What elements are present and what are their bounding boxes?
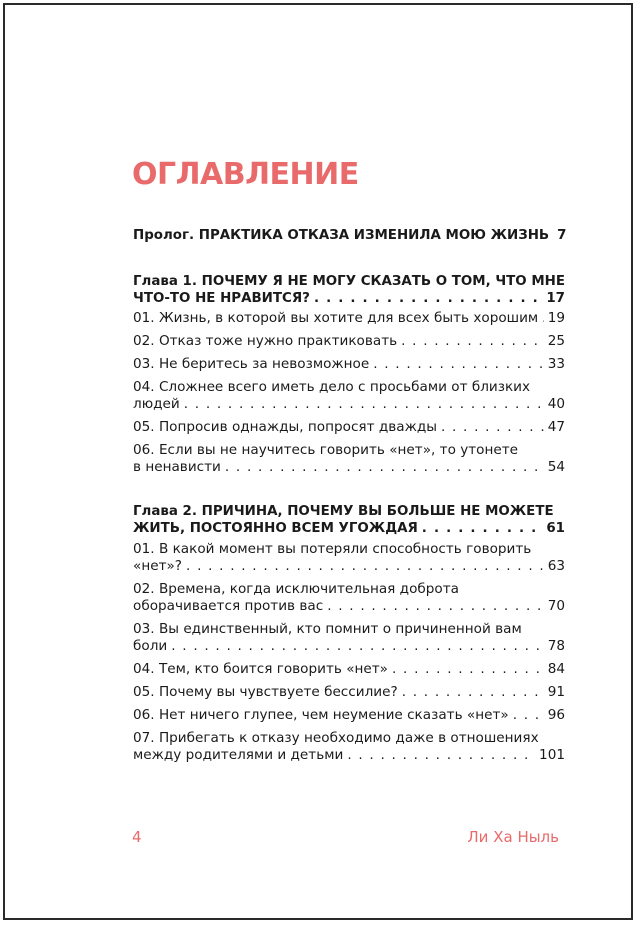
dot-leader: [347, 747, 535, 764]
entry-text: ЧТО-ТО НЕ НРАВИТСЯ?: [133, 291, 310, 306]
entry-page-number: 91: [547, 684, 565, 700]
toc-item: [133, 581, 565, 615]
entry-page-number: 40: [547, 396, 565, 412]
entry-page-number: 101: [539, 747, 565, 763]
dot-leader: [373, 356, 543, 373]
entry-text: 06. Нет ничего глупее, чем неумение сказать «нет»: [133, 707, 509, 723]
entry-text: Глава 1. ПОЧЕМУ Я НЕ МОГУ СКАЗАТЬ О ТОМ, ЧТО МНЕ: [133, 274, 566, 289]
toc-item: [133, 333, 565, 350]
entry-page-number: 7: [557, 228, 567, 243]
dot-leader: [184, 396, 544, 413]
entry-page-number: 84: [547, 661, 565, 677]
entry-text: Глава 2. ПРИЧИНА, ПОЧЕМУ ВЫ БОЛЬШЕ НЕ МОЖЕТЕ: [133, 504, 554, 519]
entry-page-number: 47: [547, 419, 565, 435]
dot-leader: [225, 459, 544, 476]
toc-item: [133, 310, 565, 327]
dot-leader: [171, 638, 543, 655]
entry-page-number: 54: [547, 459, 565, 475]
toc-item: [133, 730, 565, 764]
toc-prologue: [133, 227, 565, 244]
entry-text: 02. Отказ тоже нужно практиковать: [133, 333, 398, 349]
dot-leader: [441, 419, 544, 436]
entry-text: Пролог. ПРАКТИКА ОТКАЗА ИЗМЕНИЛА МОЮ ЖИЗНЬ: [133, 228, 550, 243]
dot-leader: [513, 707, 544, 724]
dot-leader: [314, 290, 542, 307]
entry-text: 03. Вы единственный, кто помнит о причиненной вам: [133, 621, 522, 637]
entry-page-number: 19: [547, 310, 565, 326]
entry-text: 07. Прибегать к отказу необходимо даже в отношениях: [133, 730, 539, 746]
entry-text: 04. Сложнее всего иметь дело с просьбами от близких: [133, 379, 531, 395]
entry-text: между родителями и детьми: [133, 747, 344, 763]
entry-text: 05. Почему вы чувствуете бессилие?: [133, 684, 398, 700]
dot-leader: [542, 310, 544, 327]
author-name: Ли Ха Ныль: [467, 828, 559, 846]
toc-item: [133, 442, 565, 476]
entry-text: 06. Если вы не научитесь говорить «нет», то утонете: [133, 442, 519, 458]
toc-item: [133, 419, 565, 436]
entry-text: 01. Жизнь, в которой вы хотите для всех быть хорошим: [133, 310, 539, 326]
table-of-contents: [133, 227, 565, 764]
dot-leader: [422, 520, 543, 537]
entry-text: в ненависти: [133, 459, 221, 475]
entry-text: 02. Времена, когда исключительная доброта: [133, 581, 459, 597]
entry-page-number: 78: [547, 638, 565, 654]
entry-text: 01. В какой момент вы потеряли способность говорить: [133, 541, 532, 557]
toc-item: [133, 621, 565, 655]
entry-text: 04. Тем, кто боится говорить «нет»: [133, 661, 389, 677]
entry-text: «нет»?: [133, 558, 183, 574]
toc-chapter-2: [133, 503, 565, 537]
entry-text: ЖИТЬ, ПОСТОЯННО ВСЕМ УГОЖДАЯ: [133, 521, 418, 536]
page-title: ОГЛАВЛЕНИЕ: [132, 157, 359, 192]
book-page: [3, 3, 633, 920]
entry-text: 03. Не беритесь за невозможное: [133, 356, 370, 372]
page-number: 4: [132, 828, 142, 846]
dot-leader: [401, 333, 544, 350]
entry-text: оборачивается против вас: [133, 598, 324, 614]
entry-text: людей: [133, 396, 180, 412]
entry-page-number: 96: [547, 707, 565, 723]
entry-page-number: 61: [546, 521, 565, 536]
toc-item: [133, 356, 565, 373]
dot-leader: [186, 558, 544, 575]
toc-item: [133, 707, 565, 724]
dot-leader: [327, 598, 544, 615]
toc-item: [133, 541, 565, 575]
entry-page-number: 63: [547, 558, 565, 574]
entry-page-number: 33: [547, 356, 565, 372]
toc-chapter-1: [133, 273, 565, 307]
entry-page-number: 17: [546, 291, 565, 306]
toc-item: [133, 379, 565, 413]
dot-leader: [402, 684, 544, 701]
entry-page-number: 25: [547, 333, 565, 349]
toc-item: [133, 661, 565, 678]
entry-text: 05. Попросив однажды, попросят дважды: [133, 419, 437, 435]
entry-text: боли: [133, 638, 168, 654]
toc-item: [133, 684, 565, 701]
dot-leader: [392, 661, 544, 678]
entry-page-number: 70: [547, 598, 565, 614]
